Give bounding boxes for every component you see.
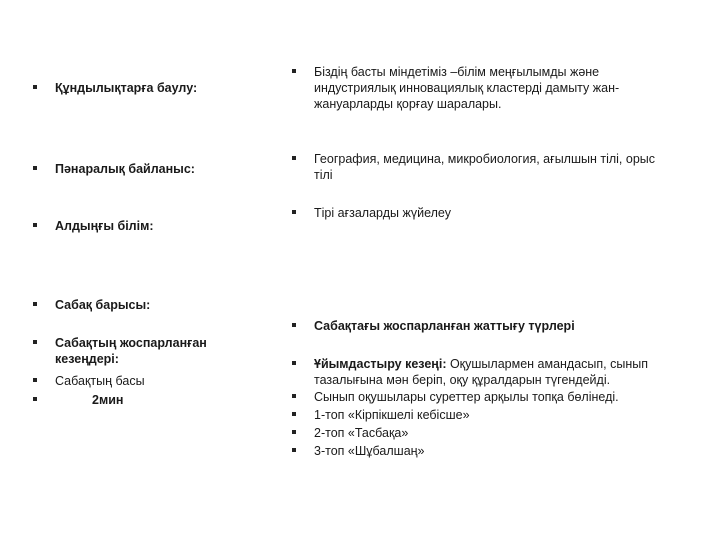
left-item-planned-stages [55, 335, 225, 367]
bullet-icon [292, 210, 296, 214]
bullet-icon [292, 69, 296, 73]
bullet-icon [292, 430, 296, 434]
right-item-text: Тірі ағзаларды жүйелеу [314, 206, 451, 220]
bullet-icon [292, 361, 296, 365]
right-item-text: 3-топ «Шұбалшаң» [314, 444, 425, 458]
right-item-main-task [314, 64, 674, 112]
organization-stage-label: Ұйымдастыру кезеңі: [314, 357, 447, 371]
right-item-text: Сынып оқушылары суреттер арқылы топқа бөлінеді. [314, 390, 619, 404]
bullet-icon [33, 85, 37, 89]
left-item-duration [55, 392, 245, 408]
left-item-text: 2мин [92, 393, 124, 407]
bullet-icon [33, 340, 37, 344]
left-item-lesson-start [55, 373, 245, 389]
left-item-text: Құндылықтарға баулу: [55, 81, 198, 95]
right-item-systematize [314, 205, 674, 221]
left-item-lesson-course [55, 297, 245, 313]
right-item-subjects [314, 151, 674, 183]
bullet-icon [33, 302, 37, 306]
left-item-text: Сабақтың жоспарланған кезеңдері: [55, 336, 207, 366]
bullet-icon [33, 397, 37, 401]
right-item-text: Сабақтағы жоспарланған жаттығу түрлері [314, 319, 575, 333]
left-item-text: Алдыңғы білім: [55, 219, 154, 233]
right-item-group-2 [314, 425, 674, 441]
bullet-icon [33, 166, 37, 170]
right-item-exercise-types [314, 318, 674, 334]
bullet-icon [33, 378, 37, 382]
right-item-groups-division [314, 389, 674, 405]
right-item-organization [314, 356, 674, 388]
right-item-text: Ұйымдастыру кезеңі: Оқушылармен амандасып, сынып тазалығына мән беріп, оқу құралдарын түгендейді. [314, 357, 649, 387]
right-item-text: 1-топ «Кірпікшелі кебісше» [314, 408, 470, 422]
left-item-interdisciplinary [55, 161, 245, 177]
right-item-text: Біздің басты міндетіміз –білім меңғылымды және индустриялық инновациялық кластерді дамыту жан-жануарларды қорғау шаралары. [314, 65, 620, 111]
bullet-icon [33, 223, 37, 227]
left-item-prior-knowledge [55, 218, 245, 234]
bullet-icon [292, 323, 296, 327]
bullet-icon [292, 448, 296, 452]
left-item-text: Сабақ барысы: [55, 298, 151, 312]
left-item-values [55, 80, 245, 96]
left-item-text: Сабақтың басы [55, 374, 145, 388]
right-item-group-1 [314, 407, 674, 423]
right-item-group-3 [314, 443, 674, 459]
bullet-icon [292, 394, 296, 398]
left-item-text: Пәнаралық байланыс: [55, 162, 195, 176]
right-item-text: 2-топ «Тасбақа» [314, 426, 409, 440]
bullet-icon [292, 412, 296, 416]
right-item-text: География, медицина, микробиология, ағылшын тілі, орыс тілі [314, 152, 656, 182]
bullet-icon [292, 156, 296, 160]
